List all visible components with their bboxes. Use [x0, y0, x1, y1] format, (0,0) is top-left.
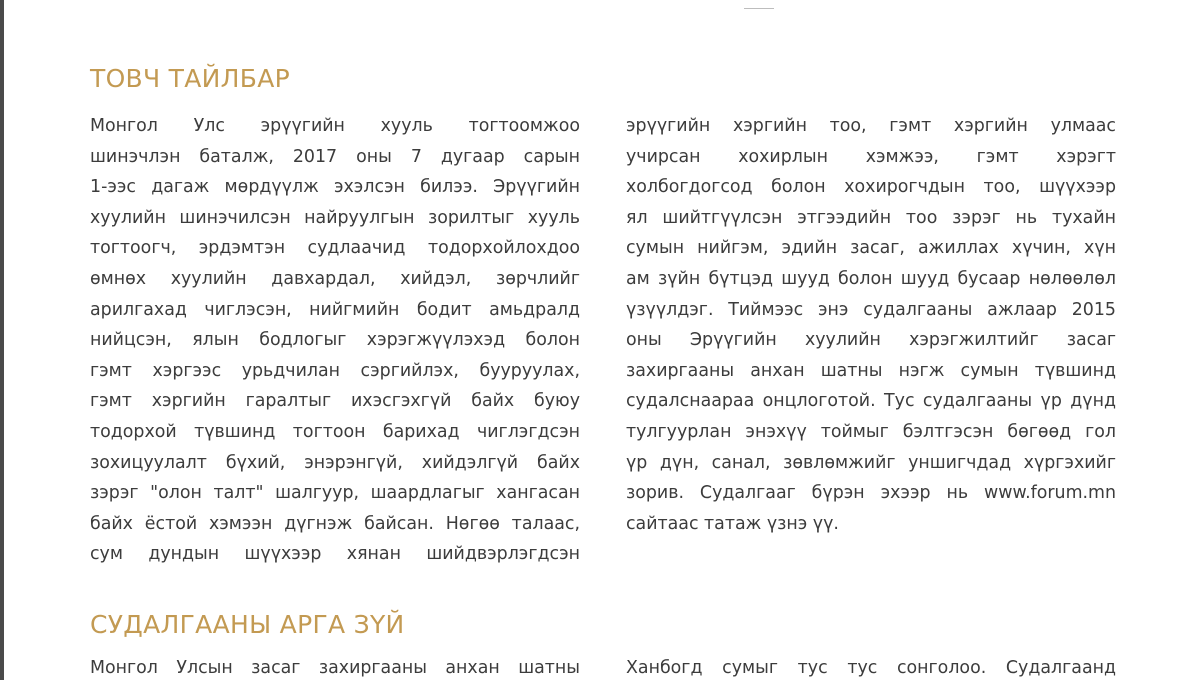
text-line: сум дундын шүүхээр хянан шийдвэрлэгдсэн: [90, 544, 580, 565]
text-line: Ханбогд сумыг тус тус сонголоо. Судалгаанд: [626, 658, 1116, 678]
text-line: хуулийн шинэчилсэн найруулгын зорилтыг хууль: [90, 207, 580, 228]
summary-left-column: [90, 111, 580, 570]
text-line: учирсан хохирлын хэмжээ, гэмт хэрэгт: [626, 146, 1116, 167]
text-line: арилгахад чиглэсэн, нийгмийн бодит амьдралд: [90, 299, 580, 320]
text-line: сайтаас татаж үзнэ үү.: [626, 513, 839, 534]
text-line: тодорхой түвшинд тогтоон барихад чиглэгдсэн: [90, 421, 580, 442]
text-line: Монгол Улс эрүүгийн хууль тогтоомжоо: [90, 116, 580, 136]
text-line: зорив. Судалгааг бүрэн эхээр нь www.forum.mn: [626, 483, 1116, 504]
text-line: судалснаараа онцлоготой. Тус судалгааны үр дүнд: [626, 391, 1116, 412]
text-line: тулгуурлан энэхүү тоймыг бэлтгэсэн бөгөөд гол: [626, 421, 1116, 442]
methodology-right-column: [626, 653, 1116, 680]
text-line: үзүүлдэг. Тиймээс энэ судалгааны ажлаар 2015: [626, 299, 1116, 320]
text-line: гэмт хэргийн гаралтыг ихэсгэхгүй байх буюу: [90, 391, 580, 412]
text-line: оны Эрүүгийн хуулийн хэрэгжилтийг засаг: [626, 330, 1116, 351]
text-line: ял шийтгүүлсэн этгээдийн тоо зэрэг нь тухайн: [626, 207, 1116, 228]
page-top-mark: [744, 0, 774, 9]
text-line: эрүүгийн хэргийн тоо, гэмт хэргийн улмаас: [626, 116, 1116, 136]
text-line: шинэчлэн баталж, 2017 оны 7 дугаар сарын: [90, 146, 580, 167]
text-line: зэрэг "олон талт" шалгуур, шаардлагыг хангасан: [90, 483, 580, 504]
text-line: захиргааны анхан шатны нэгж сумын түвшинд: [626, 360, 1116, 381]
text-line: холбогдогсод болон хохирогчдын тоо, шүүхээр: [626, 177, 1116, 198]
page-left-edge: [0, 0, 4, 680]
text-line: тогтоогч, эрдэмтэн судлаачид тодорхойлохдоо: [90, 238, 580, 259]
text-line: Монгол Улсын засаг захиргааны анхан шатны: [90, 658, 580, 678]
section-heading-summary: ТОВЧ ТАЙЛБАР: [90, 64, 290, 93]
summary-right-column: [626, 111, 1116, 539]
methodology-left-column: [90, 653, 580, 680]
text-line: байх ёстой хэмээн дүгнэж байсан. Нөгөө талаас,: [90, 513, 580, 534]
text-line: сумын нийгэм, эдийн засаг, ажиллах хүчин, хүн: [626, 238, 1116, 259]
text-line: 1-ээс дагаж мөрдүүлж эхэлсэн билээ. Эрүүгийн: [90, 177, 580, 198]
text-line: зохицуулалт бүхий, энэрэнгүй, хийдэлгүй байх: [90, 452, 580, 473]
text-line: ам зүйн бүтцэд шууд болон шууд бусаар нөлөөлөл: [626, 268, 1116, 289]
text-line: өмнөх хуулийн давхардал, хийдэл, зөрчлийг: [90, 268, 580, 289]
text-line: нийцсэн, ялын бодлогыг хэрэгжүүлэхэд болон: [90, 330, 580, 351]
text-line: үр дүн, санал, зөвлөмжийг уншигчдад хүргэхийг: [626, 452, 1116, 473]
section-heading-methodology: СУДАЛГААНЫ АРГА ЗҮЙ: [90, 610, 405, 639]
text-line: гэмт хэргээс урьдчилан сэргийлэх, бууруулах,: [90, 360, 580, 381]
